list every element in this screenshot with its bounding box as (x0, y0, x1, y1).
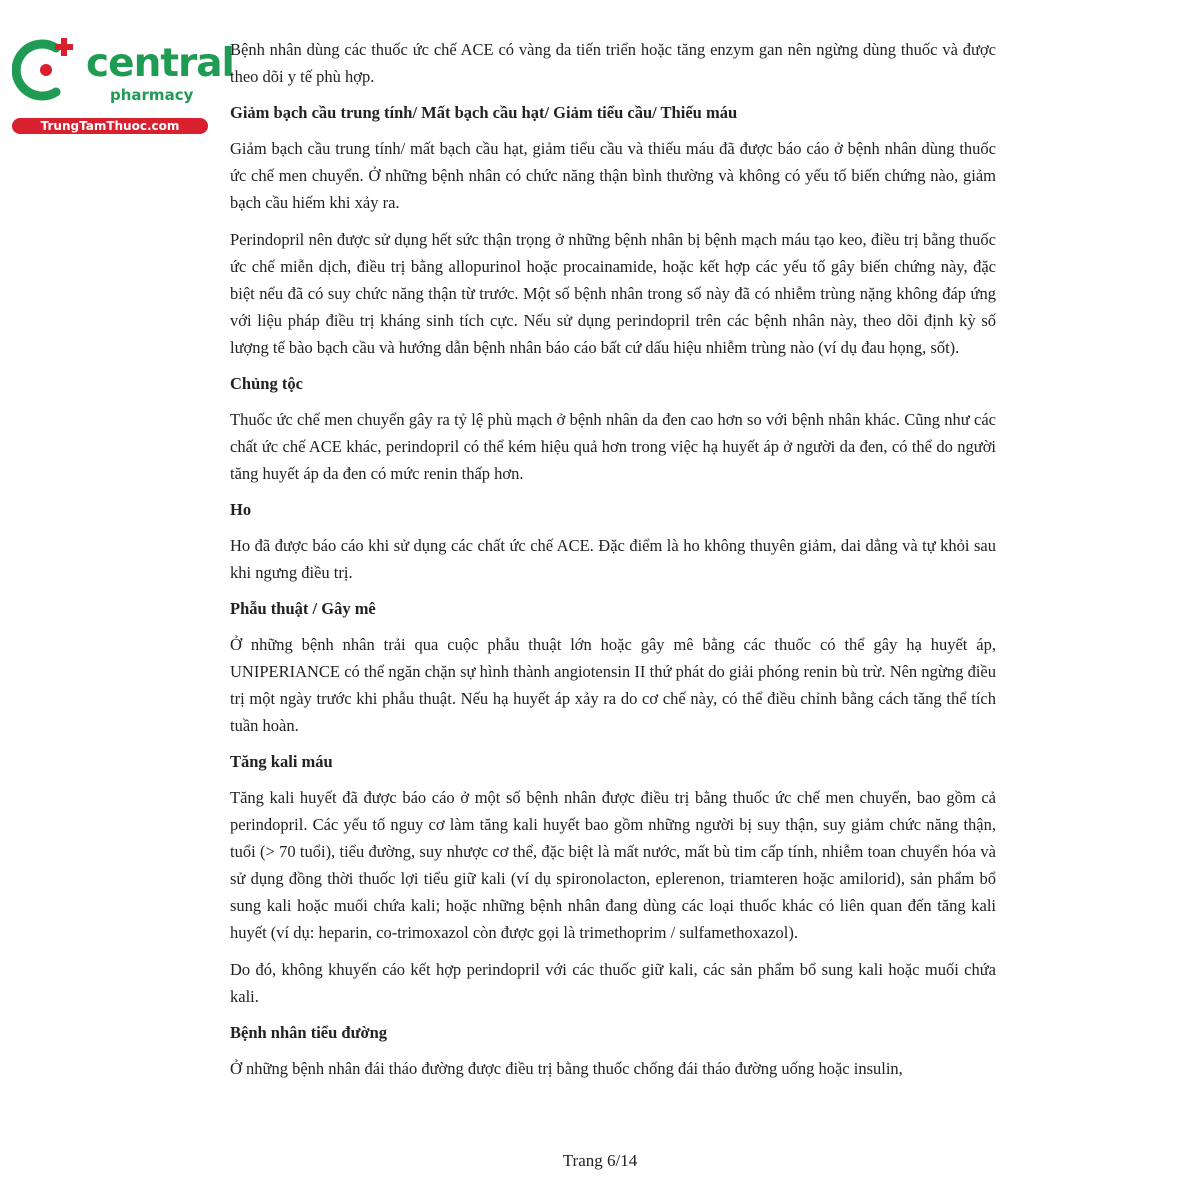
body-paragraph: Ho đã được báo cáo khi sử dụng các chất ức chế ACE. Đặc điểm là ho không thuyên giảm, dai dẳng và tự khỏi sau khi ngưng điều trị. (230, 536, 996, 582)
body-paragraph: Ở những bệnh nhân đái tháo đường được điều trị bằng thuốc chống đái tháo đường uống hoặc insulin, (230, 1059, 903, 1078)
brand-subtitle: pharmacy (110, 86, 194, 104)
body-paragraph: Do đó, không khuyến cáo kết hợp perindopril với các thuốc giữ kali, các sản phẩm bổ sung kali hoặc muối chứa kali. (230, 960, 996, 1006)
section-heading: Giảm bạch cầu trung tính/ Mất bạch cầu hạt/ Giảm tiểu cầu/ Thiếu máu (230, 103, 738, 122)
body-paragraph: Thuốc ức chế men chuyển gây ra tỷ lệ phù mạch ở bệnh nhân da đen cao hơn so với bệnh nhân khác. Cũng như các chất ức chế ACE khác, perindopril có thể kém hiệu quả hơn trong việc hạ huyết áp ở người da đen, có thể do người tăng huyết áp da đen có mức renin thấp hơn. (230, 410, 996, 483)
page-number: Trang 6/14 (562, 1151, 638, 1170)
section-heading: Tăng kali máu (230, 752, 333, 771)
section-heading: Phẫu thuật / Gây mê (230, 599, 376, 618)
pharmacy-logo-icon (12, 36, 80, 104)
body-paragraph: Perindopril nên được sử dụng hết sức thận trọng ở những bệnh nhân bị bệnh mạch máu tạo keo, điều trị bằng thuốc ức chế miễn dịch, điều trị bằng allopurinol hoặc procainamide, hoặc kết hợp các yếu tố gây biến chứng này, đặc biệt nếu đã có suy chức năng thận từ trước. Một số bệnh nhân trong số này đã có nhiễm trùng nặng không đáp ứng với liệu pháp điều trị kháng sinh tích cực. Nếu sử dụng perindopril trên các bệnh nhân này, theo dõi định kỳ số lượng tế bào bạch cầu và hướng dẫn bệnh nhân báo cáo bất cứ dấu hiệu nhiễm trùng nào (ví dụ đau họng, sốt). (230, 230, 996, 357)
section-heading: Chủng tộc (230, 374, 303, 393)
section-heading: Bệnh nhân tiểu đường (230, 1023, 388, 1042)
body-paragraph: Tăng kali huyết đã được báo cáo ở một số bệnh nhân được điều trị bằng thuốc ức chế men chuyển, bao gồm cả perindopril. Các yếu tố nguy cơ làm tăng kali huyết bao gồm những người bị suy thận, suy giảm chức năng thận, tuổi (> 70 tuổi), tiểu đường, suy nhược cơ thể, đặc biệt là mất nước, mất bù tim cấp tính, nhiễm toan chuyển hóa và sử dụng đồng thời thuốc lợi tiểu giữ kali (ví dụ spironolacton, eplerenon, triamteren hoặc amilorid), sản phẩm bổ sung kali hoặc muối chứa kali; hoặc những bệnh nhân đang dùng các loại thuốc khác có liên quan đến tăng kali huyết (ví dụ: heparin, co-trimoxazol còn được gọi là trimethoprim / sulfamethoxazol). (230, 788, 996, 942)
section-heading: Ho (230, 500, 252, 519)
central-pharmacy-logo (12, 34, 234, 134)
document-body (230, 36, 996, 1092)
body-paragraph: Ở những bệnh nhân trải qua cuộc phẫu thuật lớn hoặc gây mê bằng các thuốc có thể gây hạ huyết áp, UNIPERIANCE có thể ngăn chặn sự hình thành angiotensin II thứ phát do giải phóng renin bù trừ. Nên ngừng điều trị một ngày trước khi phẫu thuật. Nếu hạ huyết áp xảy ra do cơ chế này, có thể điều chỉnh bằng cách tăng thể tích tuần hoàn. (230, 635, 996, 735)
body-paragraph: Giảm bạch cầu trung tính/ mất bạch cầu hạt, giảm tiểu cầu và thiếu máu đã được báo cáo ở bệnh nhân dùng thuốc ức chế men chuyển. Ở những bệnh nhân có chức năng thận bình thường và không có yếu tố biến chứng nào, giảm bạch cầu hiếm khi xảy ra. (230, 139, 996, 212)
body-paragraph: Bệnh nhân dùng các thuốc ức chế ACE có vàng da tiến triển hoặc tăng enzym gan nên ngừng dùng thuốc và được theo dõi y tế phù hợp. (230, 40, 996, 86)
brand-name: central (86, 41, 234, 86)
brand-website-badge: TrungTamThuoc.com (12, 118, 208, 134)
